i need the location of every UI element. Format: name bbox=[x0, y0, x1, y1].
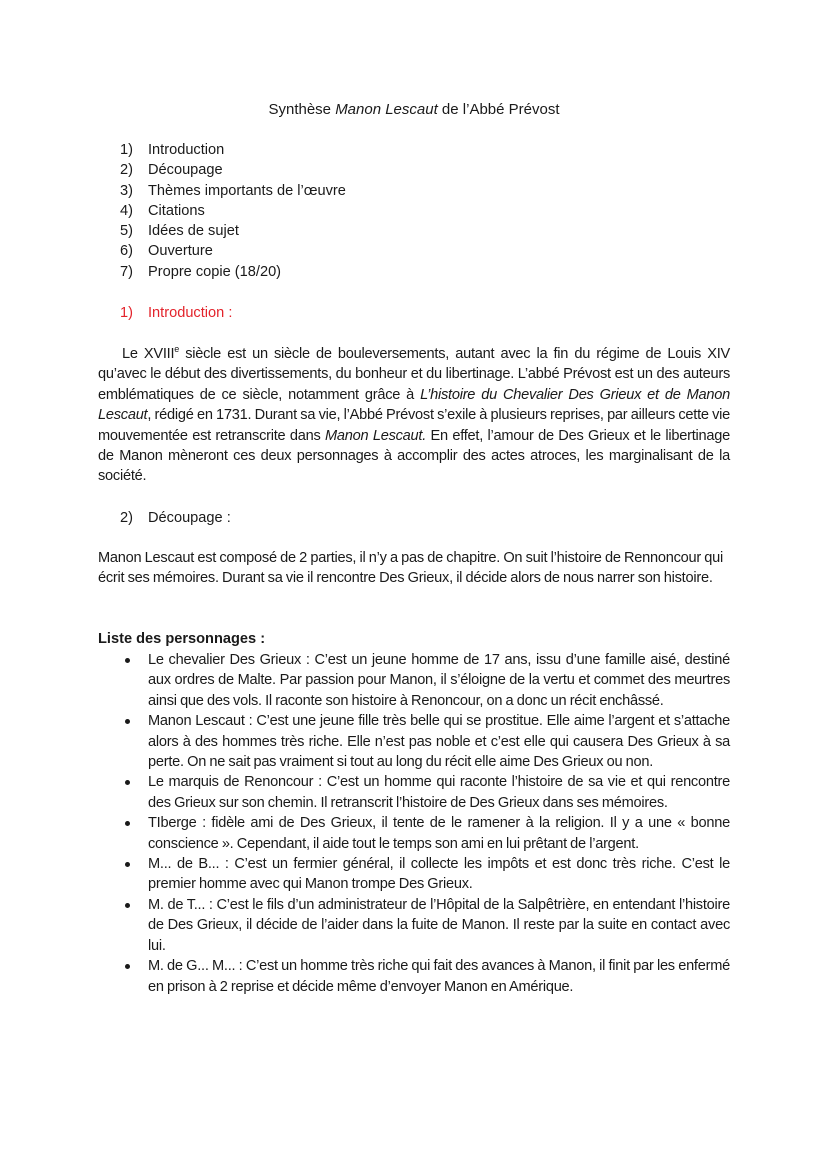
toc-label: Introduction bbox=[148, 142, 225, 158]
toc-number: 7) bbox=[120, 263, 133, 280]
bullet-icon bbox=[125, 964, 130, 969]
toc-label: Thèmes importants de l’œuvre bbox=[148, 182, 346, 199]
character-description: Le chevalier Des Grieux : C’est un jeune homme de 17 ans, issu d’une famille aisé, destiné aux ordres de Malte. Par passion pour Manon, il s’éloigne de la vertu et commet des meurtres ainsi que des vols. Il raconte son histoire à Renoncour, on a donc un récit enchâssé. bbox=[148, 652, 730, 709]
section-heading-decoupage bbox=[120, 508, 231, 528]
section-title: Introduction : bbox=[148, 305, 233, 321]
characters-list bbox=[98, 650, 730, 997]
toc-item bbox=[120, 221, 346, 241]
character-description: M... de B... : C’est un fermier général, il collecte les impôts et est donc très riche. C’est le premier homme avec qui Manon trompe Des Grieux. bbox=[148, 856, 730, 893]
toc-item bbox=[120, 140, 346, 160]
toc-label: Propre copie (18/20) bbox=[148, 263, 282, 280]
list-item bbox=[98, 854, 730, 895]
text-run: En effet, l’amour de Des Grieux et le libertinage de Manon mèneront ces deux personnages à accomplir des actes atroces, les marginalisant de la société. bbox=[98, 427, 730, 485]
toc-item bbox=[120, 262, 346, 282]
text-run: siècle est un siècle de bouleversements, autant avec la fin du régime de Louis XIV qu’avec le début des divertissements, du bonheur et du libertinage. L’abbé Prévost est un des auteurs emblématiques de ce siècle, notamment grâce à bbox=[98, 346, 730, 403]
list-item bbox=[98, 772, 730, 813]
text-run: , rédigé en 1731. Durant sa vie, l’Abbé Prévost s’exile à plusieurs reprises, par ailleurs cette vie mouvementée est retranscrite dans bbox=[98, 407, 730, 444]
section-title: Découpage : bbox=[148, 510, 231, 526]
toc-label: Citations bbox=[148, 202, 205, 219]
characters-heading: Liste des personnages : bbox=[98, 631, 266, 647]
italic-title: Manon Lescaut. bbox=[325, 427, 427, 444]
toc-number: 3) bbox=[120, 182, 133, 199]
section-number: 1) bbox=[120, 305, 133, 321]
toc-item bbox=[120, 160, 346, 180]
bullet-icon bbox=[125, 862, 130, 867]
italic-title: L’histoire du Chevalier Des Grieux et de Manon Lescaut bbox=[98, 386, 730, 424]
list-item bbox=[98, 711, 730, 772]
toc-item bbox=[120, 201, 346, 221]
document-title bbox=[98, 100, 730, 120]
title-prefix: Synthèse bbox=[268, 101, 336, 118]
character-description: M. de T... : C’est le fils d’un administrateur de l’Hôpital de la Salpêtrière, en entendant l’histoire de Des Grieux, il décide de l’aider dans la fuite de Manon. Il reste par la suite en contact avec lui. bbox=[148, 896, 730, 954]
list-item bbox=[98, 895, 730, 956]
bullet-icon bbox=[125, 903, 130, 908]
toc-label: Ouverture bbox=[148, 243, 213, 260]
character-description: M. de G... M... : C’est un homme très riche qui fait des avances à Manon, il finit par les enfermé en prison à 2 reprise et décide même d’envoyer Manon en Amérique. bbox=[148, 958, 730, 995]
toc-label: Idées de sujet bbox=[148, 223, 239, 240]
bullet-icon bbox=[125, 658, 130, 663]
bullet-icon bbox=[125, 821, 130, 826]
toc-number: 6) bbox=[120, 243, 133, 260]
toc-number: 1) bbox=[120, 142, 133, 158]
toc-number: 5) bbox=[120, 223, 133, 240]
introduction-paragraph bbox=[98, 344, 730, 487]
list-item bbox=[98, 813, 730, 854]
list-item bbox=[98, 956, 730, 997]
toc-number: 4) bbox=[120, 202, 133, 219]
section-number: 2) bbox=[120, 510, 133, 526]
character-description: TIberge : fidèle ami de Des Grieux, il tente de le ramener à la religion. Il y a une « bonne conscience ». Cependant, il aide tout le temps son ami en lui prêtant de l’argent. bbox=[148, 815, 730, 852]
character-description: Le marquis de Renoncour : C’est un homme qui raconte l’histoire de sa vie et qui rencontre des Grieux sur son chemin. Il retranscrit l’histoire de Des Grieux dans ses mémoires. bbox=[148, 774, 730, 811]
decoupage-paragraph: Manon Lescaut est composé de 2 parties, il n’y a pas de chapitre. On suit l’histoire de Rennoncour qui écrit ses mémoires. Durant sa vie il rencontre Des Grieux, il décide alors de nous narrer son histoire. bbox=[98, 550, 724, 587]
bullet-icon bbox=[125, 719, 130, 724]
title-italic: Manon Lescaut bbox=[335, 101, 438, 118]
toc-number: 2) bbox=[120, 162, 133, 179]
list-item bbox=[98, 650, 730, 711]
text-run: Le XVIII bbox=[122, 346, 175, 362]
title-suffix: de l’Abbé Prévost bbox=[437, 101, 560, 118]
section-heading-introduction bbox=[120, 303, 232, 323]
toc-item bbox=[120, 181, 346, 201]
toc-item bbox=[120, 241, 346, 261]
superscript: e bbox=[174, 344, 180, 354]
toc-label: Découpage bbox=[148, 162, 223, 179]
table-of-contents bbox=[120, 140, 346, 282]
character-description: Manon Lescaut : C’est une jeune fille très belle qui se prostitue. Elle aime l’argent et s’attache alors à des hommes très riche. Elle n’est pas noble et c’est elle qui causera Des Grieux à sa perte. On ne sait pas vraiment si tout au long du récit elle aime Des Grieux ou non. bbox=[148, 713, 730, 771]
bullet-icon bbox=[125, 780, 130, 785]
